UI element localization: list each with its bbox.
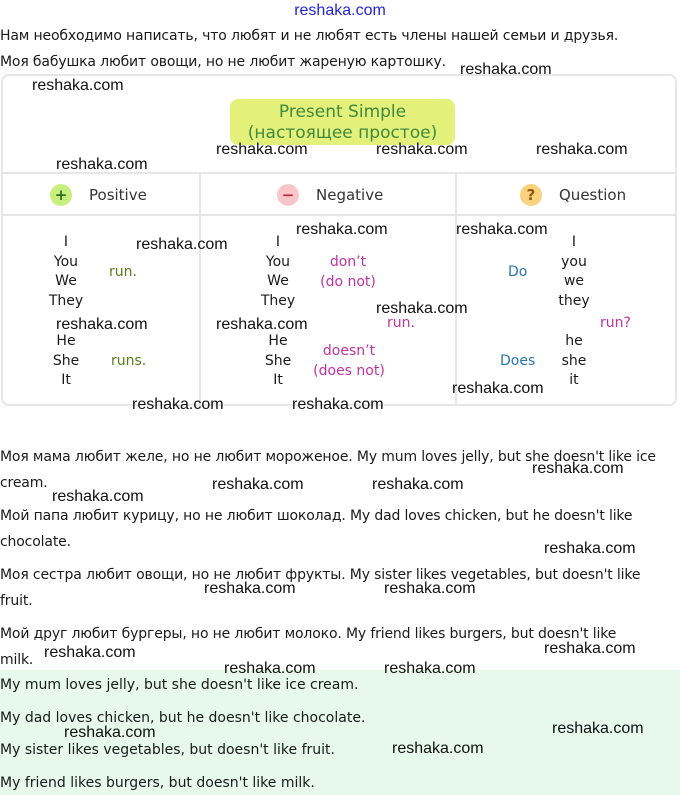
pronoun: They [260,292,296,309]
pronoun: I [63,234,69,250]
watermark: reshaka.com [292,396,384,413]
intro-line-1: Нам необходимо написать, что любят и не любят есть члены нашей семьи и друзья. [0,28,619,44]
question-pronouns-singular [549,332,599,391]
answer-2: My dad loves chicken, but he doesn't like chocolate. [0,710,366,726]
positive-verb-plural: run. [109,264,137,280]
watermark: reshaka.com [52,488,144,505]
sentence-3 [0,562,678,614]
watermark: reshaka.com [376,141,468,158]
question-pronouns-plural [549,233,599,311]
watermark: reshaka.com [384,660,476,677]
divider [199,172,201,404]
aux-short: don’t [329,254,367,270]
pronoun: I [275,234,281,250]
watermark: reshaka.com [544,540,636,557]
watermark: reshaka.com [372,476,464,493]
pronoun: He [268,333,288,349]
watermark: reshaka.com [452,380,544,397]
negative-aux-singular [307,342,391,381]
pronoun: We [55,273,77,289]
watermark: reshaka.com [456,221,548,238]
watermark: reshaka.com [376,300,468,317]
watermark: reshaka.com [224,660,316,677]
watermark: reshaka.com [136,236,228,253]
header-positive [50,181,147,209]
answer-3: My sister likes vegetables, but doesn't like fruit. [0,742,335,758]
divider [3,214,675,216]
positive-verb-singular: runs. [111,353,147,369]
watermark: reshaka.com [216,141,308,158]
header-question [520,181,626,209]
sentence-4-line-1: Мой друг любит бургеры, но не любит молоко. My friend likes burgers, but doesn't like [0,626,617,642]
watermark: reshaka.com [212,476,304,493]
aux-full: (does not) [313,362,385,379]
sentence-2-line-2: chocolate. [0,534,71,550]
pronoun: it [569,372,579,388]
watermark: reshaka.com [216,316,308,333]
question-icon: ? [520,184,542,206]
plus-icon: + [50,184,72,206]
positive-pronouns-singular [41,332,91,391]
sentence-3-line-2: fruit. [0,593,33,609]
pronoun: he [565,333,583,349]
watermark: reshaka.com [384,580,476,597]
sentence-3-line-1: Моя сестра любит овощи, но не любит фрукты. My sister likes vegetables, but doesn't like [0,567,641,583]
header-positive-label: Positive [89,186,147,204]
watermark: reshaka.com [132,396,224,413]
table-title-line-1: Present Simple [278,102,407,122]
watermark: reshaka.com [544,640,636,657]
table-title-line-2: (настоящее простое) [247,123,438,143]
negative-pronouns-singular [253,332,303,391]
aux-short: doesn’t [322,343,376,359]
pronoun: we [563,273,585,289]
watermark: reshaka.com [56,156,148,173]
pronoun: they [558,292,590,309]
pronoun: You [265,253,291,270]
positive-pronouns-plural [41,233,91,311]
table-title [230,99,455,145]
watermark: reshaka.com [44,644,136,661]
header-negative-label: Negative [316,186,384,204]
pronoun: She [264,352,292,369]
header-negative [277,181,383,209]
pronoun: You [53,253,79,270]
watermark: reshaka.com [64,724,156,741]
watermark: reshaka.com [532,460,624,477]
pronoun: It [273,372,283,388]
watermark: reshaka.com [536,141,628,158]
negative-aux-plural [313,253,383,292]
pronoun: she [561,352,587,369]
negative-pronouns-plural [253,233,303,311]
watermark: reshaka.com [392,740,484,757]
watermark: reshaka.com [460,61,552,78]
pronoun: you [561,253,587,270]
answer-4: My friend likes burgers, but doesn't like milk. [0,775,315,791]
question-aux-plural: Do [508,264,528,280]
watermark: reshaka.com [204,580,296,597]
question-aux-singular: Does [500,353,536,369]
header-question-label: Question [559,186,627,204]
pronoun: We [267,273,289,289]
answer-1: My mum loves jelly, but she doesn't like ice cream. [0,677,359,693]
sentence-2-line-1: Мой папа любит курицу, но не любит шоколад. My dad loves chicken, but he doesn't like [0,508,633,524]
minus-icon: − [277,184,299,206]
watermark: reshaka.com [56,316,148,333]
sentence-1-line-1: Моя мама любит желе, но не любит мороженое. My mum loves jelly, but she doesn't like ice [0,449,656,465]
pronoun: It [61,372,71,388]
pronoun: They [48,292,84,309]
question-verb: run? [600,315,631,331]
intro-line-2: Моя бабушка любит овощи, но не любит жареную картошку. [0,54,446,70]
negative-verb: run. [387,315,415,331]
sentence-1-line-2: cream. [0,475,48,491]
aux-full: (do not) [320,273,376,290]
present-simple-table [1,74,677,406]
divider [455,172,457,404]
watermark: reshaka.com [552,720,644,737]
sentence-4-line-2: milk. [0,652,34,668]
pronoun: She [52,352,80,369]
pronoun: I [571,234,577,250]
watermark: reshaka.com [32,77,124,94]
watermark: reshaka.com [296,221,388,238]
pronoun: He [56,333,76,349]
site-link[interactable]: reshaka.com [294,2,386,19]
